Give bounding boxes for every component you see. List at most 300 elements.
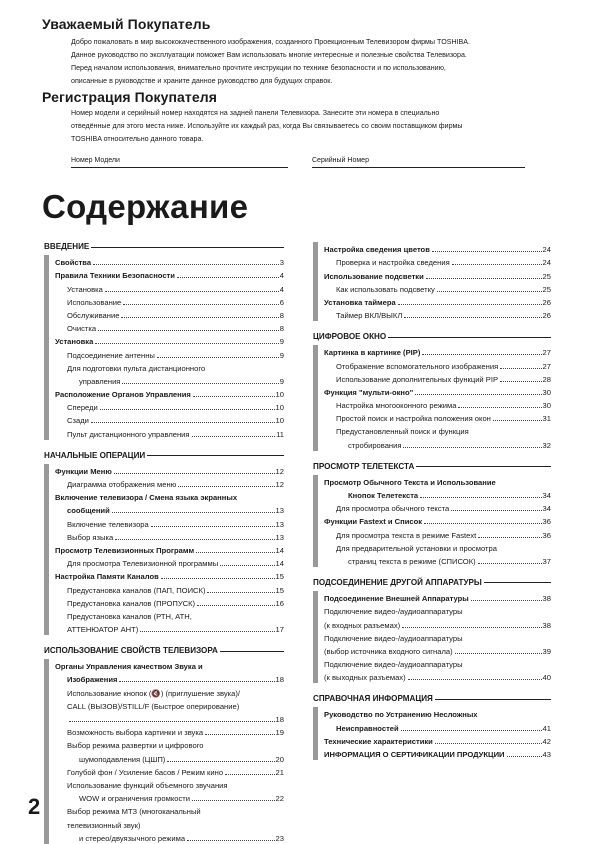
heading-rule [416,466,551,467]
toc-leader-dots [95,343,278,344]
toc-entry-page: 38 [542,620,551,630]
toc-entry-page: 24 [542,245,551,255]
toc-entry-title: Использование дополнительных функций PIP [336,374,499,384]
serial-number-line [312,167,525,168]
toc-entry[interactable] [55,308,284,321]
toc-entry-title: Для предварительной установки и просмотра [336,543,497,553]
model-number-label: Номер Модели [71,157,120,164]
toc-leader-dots [458,407,541,408]
toc-entry[interactable] [324,358,551,371]
toc-leader-dots [432,251,542,252]
toc-entry-page: 10 [275,416,284,426]
toc-entry-page: 14 [275,559,284,569]
toc-entry [55,685,284,698]
toc-entry-page: 36 [542,517,551,527]
toc-entry-page: 22 [275,794,284,804]
toc-entry-page: 36 [542,530,551,540]
toc-leader-dots [192,800,275,801]
toc-entry[interactable] [55,295,284,308]
toc-entry-title: Технические характеристики [324,736,433,746]
toc-entry [55,361,284,374]
toc-entry-page: 34 [542,504,551,514]
toc-entry-title: Использование кнопок (🔇) (приглушение звука)/ [67,688,241,698]
toc-entry-page: 37 [542,556,551,566]
toc-entry-title: Для просмотра текста в режиме Fastext [336,530,477,540]
toc-entry-page: 30 [542,401,551,411]
toc-entry-title: Расположение Органов Управления [55,390,191,400]
toc-entry[interactable] [55,622,284,635]
toc-section-items [44,464,284,635]
toc-entry-page: 10 [275,390,284,400]
toc-leader-dots [205,734,274,735]
toc-entry-title: Голубой фон / Усиление басов / Режим кино [67,767,224,777]
toc-entry[interactable] [55,725,284,738]
heading-rule [220,651,284,652]
toc-entry-title: Выбор языка [67,532,114,542]
toc-entry-page: 23 [275,833,284,843]
toc-leader-dots [140,631,274,632]
toc-leader-dots [98,330,279,331]
toc-entry[interactable] [55,765,284,778]
toc-entry-title: управления [79,376,121,386]
toc-entry[interactable] [324,295,551,308]
toc-entry[interactable] [324,747,551,760]
toc-entry-title: Выбор режима развертки и цифрового [67,741,204,751]
toc-entry[interactable] [324,720,551,733]
toc-entry [55,738,284,751]
toc-entry-page: 39 [542,646,551,656]
toc-leader-dots [121,317,278,318]
toc-entry-page: 19 [275,728,284,738]
toc-entry[interactable] [324,591,551,604]
toc-entry-page: 15 [275,585,284,595]
toc-section-items [313,591,551,683]
toc-leader-dots [408,679,542,680]
toc-entry-page: 26 [542,297,551,307]
toc-entry-title: Отображение вспомогательного изображения [336,361,499,371]
toc-entry-page: 8 [279,324,284,334]
toc-entry [55,817,284,830]
toc-entry-title: Настройка многооконного режима [336,401,457,411]
toc-entry-page: 25 [542,284,551,294]
toc-entry[interactable] [324,437,551,450]
toc-entry[interactable] [55,530,284,543]
toc-section-heading [313,692,551,705]
toc-leader-dots [220,565,274,566]
toc-entry [324,707,551,720]
toc-leader-dots [452,264,542,265]
toc-leader-dots [151,526,275,527]
toc-entry-page: 43 [542,750,551,759]
toc-entry-page: 9 [279,350,284,360]
toc-entry-page: 40 [542,673,551,683]
toc-section-heading-text: СПРАВОЧНАЯ ИНФОРМАЦИЯ [313,694,433,704]
toc-entry-title: АТТЕНЮАТОР АНТ) [67,625,139,635]
toc-entry-page: 38 [542,594,551,604]
toc-entry-title: Предустановка каналов (ПРОПУСК) [67,598,196,608]
toc-entry[interactable] [324,385,551,398]
toc-leader-dots [115,539,274,540]
toc-entry [55,490,284,503]
toc-entry[interactable] [55,516,284,529]
toc-leader-dots [187,840,275,841]
toc-entry-page: 6 [279,297,284,307]
toc-entry-page: 21 [275,767,284,777]
toc-leader-dots [225,774,275,775]
heading-rule [435,699,551,700]
toc-entry-page: 13 [275,506,284,516]
toc-entry-title: WOW и ограничения громкости [79,794,190,804]
toc-leader-dots [105,291,279,292]
toc-entry[interactable] [324,308,551,321]
toc-entry[interactable] [324,345,551,358]
toc-entry-title: (к выходных разъемах) [324,673,406,683]
toc-entry-title: Таймер ВКЛ/ВЫКЛ [336,311,403,321]
heading-rule [91,247,284,248]
toc-entry[interactable] [55,281,284,294]
toc-entry-title: Предустановка каналов (РТН, АТН, [67,611,192,621]
toc-entry[interactable] [55,334,284,347]
toc-entry [55,609,284,622]
toc-entry[interactable] [55,672,284,685]
toc-entry-title: Органы Управления качеством Звука и [55,662,203,672]
toc-entry-title: Очистка [67,324,97,334]
toc-section-items [313,707,551,760]
toc-leader-dots [424,523,541,524]
toc-right-column [313,240,551,760]
toc-entry[interactable] [324,554,551,567]
toc-entry[interactable] [55,791,284,804]
toc-entry[interactable] [55,255,284,268]
toc-leader-dots [112,512,275,513]
toc-entry[interactable] [55,400,284,413]
section-gap [313,683,551,692]
toc-entry-page: 20 [275,754,284,764]
toc-leader-dots [404,317,541,318]
welcome-line: описанные в руководстве и храните данное руководство для будущих справок. [71,76,333,85]
model-number-line [71,167,288,168]
toc-entry[interactable] [55,321,284,334]
toc-entry-page: 10 [275,403,284,413]
toc-section-heading [313,330,551,343]
toc-leader-dots [196,552,274,553]
toc-entry-title: Выбор режима МТЗ (многоканальный [67,807,201,817]
toc-entry[interactable] [55,503,284,516]
toc-leader-dots [69,721,275,722]
toc-section-heading-text: ИСПОЛЬЗОВАНИЕ СВОЙСТВ ТЕЛЕВИЗОРА [44,646,218,656]
toc-entry-title: страниц текста в режиме (СПИСОК) [348,556,476,566]
toc-entry-page: 13 [275,519,284,529]
toc-entry-title: Свойства [55,258,92,268]
registration-text [71,107,556,146]
toc-entry-title: Подключение видео-/аудиоаппаратуры [324,660,463,670]
toc-entry[interactable] [324,242,551,255]
toc-entry [55,804,284,817]
toc-leader-dots [455,653,542,654]
toc-section-items [313,242,551,321]
toc-leader-dots [507,756,542,757]
toc-entry-title: Спереди [67,403,98,413]
toc-leader-dots [119,681,274,682]
toc-entry-page: 9 [279,337,284,347]
toc-entry-page: 18 [275,675,284,685]
toc-entry-title: Для просмотра Телевизионной программы [67,559,219,569]
toc-entry-title: Подключение видео-/аудиоаппаратуры [324,633,463,643]
registration-line: TOSHIBA относительно данного товара. [71,134,204,143]
welcome-text [71,36,556,88]
section-gap [313,567,551,576]
toc-entry-title: Установка [55,337,94,347]
section-gap [44,440,284,449]
toc-leader-dots [437,291,542,292]
toc-entry-page: 16 [275,598,284,608]
toc-entry[interactable] [55,556,284,569]
welcome-line: Перед началом использования, внимательно прочтите инструкции по технике безопасности и по использованию, [71,63,446,72]
toc-entry-title: Сзади [67,416,89,426]
toc-entry[interactable] [324,398,551,411]
toc-entry-page: 3 [279,258,284,268]
toc-entry-title: Предустановка каналов (ПАП, ПОИСК) [67,585,206,595]
toc-entry-page: 31 [542,414,551,424]
toc-leader-dots [193,396,275,397]
toc-entry-title: ИНФОРМАЦИЯ О СЕРТИФИКАЦИИ ПРОДУКЦИИ [324,750,505,759]
toc-entry-title: Функции Меню [55,466,112,476]
toc-entry [324,631,551,644]
toc-section-heading [313,460,551,473]
toc-entry[interactable] [324,411,551,424]
toc-entry-page: 4 [279,284,284,294]
toc-entry-page: 34 [542,491,551,500]
toc-entry-title: Возможность выбора картинки и звука [67,728,204,738]
toc-entry-title: Для подготовки пульта дистанционного [67,363,206,373]
toc-leader-dots [91,422,275,423]
toc-entry-title: Просмотр Обычного Текста и Использование [324,477,496,487]
toc-leader-dots [422,354,541,355]
toc-leader-dots [123,304,279,305]
page-number: 2 [28,794,41,819]
toc-entry[interactable] [55,387,284,400]
toc-entry[interactable] [55,426,284,439]
toc-entry-title: Установка таймера [324,297,396,307]
toc-entry-page: 13 [275,532,284,542]
toc-entry-title: Функция "мульти-окно" [324,387,414,397]
toc-entry-title: Подсоединение Внешней Аппаратуры [324,594,469,604]
toc-entry-page: 12 [275,466,284,476]
toc-entry-title: Диаграмма отображения меню [67,480,177,489]
toc-entry-page: 15 [275,572,284,582]
toc-leader-dots [167,761,274,762]
toc-leader-dots [93,264,279,265]
toc-entry-title: Неисправностей [336,723,399,733]
toc-entry-title: (выбор источника входного сигнала) [324,646,453,656]
toc-section-heading-text: НАЧАЛЬНЫЕ ОПЕРАЦИИ [44,450,146,460]
toc-entry[interactable] [324,514,551,527]
toc-entry-title: Картинка в картинке (PIP) [324,348,421,358]
toc-entry-title: шумоподавления (ЦШП) [79,754,166,764]
toc-entry [324,475,551,488]
toc-entry[interactable] [55,413,284,426]
toc-leader-dots [192,436,276,437]
toc-leader-dots [493,420,542,421]
toc-entry-title: Просмотр Телевизионных Программ [55,545,195,555]
toc-entry[interactable] [55,543,284,556]
toc-section-heading-text: ЦИФРОВОЕ ОКНО [313,332,387,342]
toc-entry [55,699,284,712]
toc-entry[interactable] [55,596,284,609]
toc-entry-title: Для просмотра обычного текста [336,504,450,514]
toc-entry[interactable] [55,712,284,725]
toc-section-items [44,659,284,844]
toc-left-column [44,240,284,844]
toc-entry-title: Включение телевизора / Смена языка экранных [55,493,238,503]
toc-entry-title: Подсоединение антенны [67,350,155,360]
toc-leader-dots [398,304,542,305]
toc-entry[interactable] [55,464,284,477]
toc-leader-dots [402,627,541,628]
toc-leader-dots [157,357,279,358]
toc-section-heading [313,576,551,589]
toc-entry-page: 32 [542,440,551,450]
toc-leader-dots [403,447,541,448]
toc-entry[interactable] [324,527,551,540]
toc-entry-title: Настройка Памяти Каналов [55,572,159,582]
toc-section-items [313,475,551,567]
toc-section-heading [44,449,284,462]
toc-entry-title: Включение телевизора [67,519,149,529]
toc-entry-title: Проверка и настройка сведения [336,258,450,268]
toc-entry [324,657,551,670]
toc-entry[interactable] [324,488,551,501]
toc-leader-dots [177,277,279,278]
toc-entry-title: CALL (ВЫЗОВ)/STILL/F (Быстрое оперирование) [67,701,240,711]
toc-entry-page: 24 [542,258,551,268]
section-gap [313,451,551,460]
toc-entry-title: Функции Fastext и Список [324,517,423,527]
section-gap [44,635,284,644]
toc-leader-dots [500,368,541,369]
toc-entry[interactable] [324,282,551,295]
toc-entry-title: Предустановленный поиск и функция [336,427,469,437]
welcome-title: Уважаемый Покупатель [42,16,211,32]
toc-section-heading-text: ПРОСМОТР ТЕЛЕТЕКСТА [313,461,415,471]
toc-entry-title: стробирования [348,440,402,450]
toc-entry[interactable] [324,501,551,514]
toc-entry[interactable] [324,644,551,657]
toc-entry-title: Использование функций объемного звучания [67,780,228,790]
toc-entry-title: (к входных разъемах) [324,620,401,630]
toc-leader-dots [207,592,274,593]
toc-entry-page: 12 [275,480,284,489]
toc-entry-title: Подключение видео-/аудиоаппаратуры [324,607,463,617]
toc-section-heading [44,644,284,657]
toc-title: Содержание [42,188,249,225]
toc-leader-dots [426,278,542,279]
toc-entry[interactable] [55,569,284,582]
toc-entry-page: 8 [279,310,284,320]
toc-entry-title: Простой поиск и настройка положения окон [336,414,491,424]
toc-entry-page: 25 [542,271,551,281]
toc-entry[interactable] [55,374,284,387]
toc-entry-title: Пульт дистанционного управления [67,429,190,439]
section-gap [313,321,551,330]
toc-leader-dots [197,605,274,606]
toc-section-heading [44,240,284,253]
serial-number-label: Серийный Номер [312,157,369,164]
toc-entry-page: 17 [275,625,284,635]
toc-leader-dots [478,563,542,564]
toc-leader-dots [435,743,542,744]
toc-entry-title: Руководство по Устранению Несложных [324,710,478,720]
heading-rule [388,337,551,338]
toc-entry-page: 11 [276,429,284,439]
toc-entry[interactable] [55,582,284,595]
toc-entry[interactable] [324,372,551,385]
toc-entry-title: Как использовать подсветку [336,284,435,294]
toc-leader-dots [100,409,275,410]
toc-entry[interactable] [55,751,284,764]
toc-leader-dots [401,730,542,731]
toc-entry-title: сообщений [67,506,110,516]
toc-entry-title: и стерео/двуязычного режима [79,833,186,843]
toc-entry-page: 4 [279,271,284,281]
toc-entry[interactable] [55,268,284,281]
toc-leader-dots [420,497,541,498]
registration-title: Регистрация Покупателя [42,89,218,105]
toc-entry-page: 9 [279,376,284,386]
toc-entry[interactable] [324,670,551,683]
toc-entry-title: телевизионный звук) [67,820,141,830]
toc-leader-dots [478,537,541,538]
toc-entry-page: 42 [542,736,551,746]
toc-entry [324,424,551,437]
toc-leader-dots [500,381,542,382]
toc-section-heading-text: ВВЕДЕНИЕ [44,242,90,251]
toc-entry-title: Настройка сведения цветов [324,245,430,255]
toc-entry[interactable] [324,734,551,747]
toc-entry-page: 27 [542,361,551,371]
toc-entry [55,778,284,791]
welcome-line: Добро пожаловать в мир высококачественного изображения, созданного Проекционным Телевизором фирмы TOSHIBA. [71,38,470,46]
toc-entry [55,659,284,672]
toc-entry-page: 18 [275,715,284,724]
toc-entry-page: 26 [542,311,551,321]
toc-leader-dots [451,510,541,511]
toc-entry-title: Обслуживание [67,310,120,320]
toc-leader-dots [122,383,278,384]
toc-entry-title: Установка [67,284,103,294]
toc-section-items [44,255,284,440]
toc-section-items [313,345,551,451]
welcome-line: Данное руководство по эксплуатации поможет Вам использовать многие интересные и полезные свойства Телевизора. [71,50,467,59]
registration-line: Номер модели и серийный номер находятся на задней панели Телевизора. Занесите эти номера в специально [71,109,440,117]
toc-entry-title: Использование подсветки [324,271,424,281]
heading-rule [147,455,284,456]
toc-entry-page: 14 [275,545,284,555]
toc-leader-dots [415,394,541,395]
toc-section-heading-text: ПОДСОЕДИНЕНИЕ ДРУГОЙ АППАРАТУРЫ [313,577,482,587]
toc-entry[interactable] [324,268,551,281]
toc-leader-dots [161,578,275,579]
toc-entry-title: Изображения [67,675,118,685]
toc-entry[interactable] [55,347,284,360]
toc-entry [324,604,551,617]
toc-entry[interactable] [324,617,551,630]
toc-entry-page: 41 [542,723,551,733]
toc-leader-dots [178,486,274,487]
toc-entry[interactable] [324,255,551,268]
toc-entry-page: 28 [542,374,551,384]
toc-entry[interactable] [55,477,284,490]
